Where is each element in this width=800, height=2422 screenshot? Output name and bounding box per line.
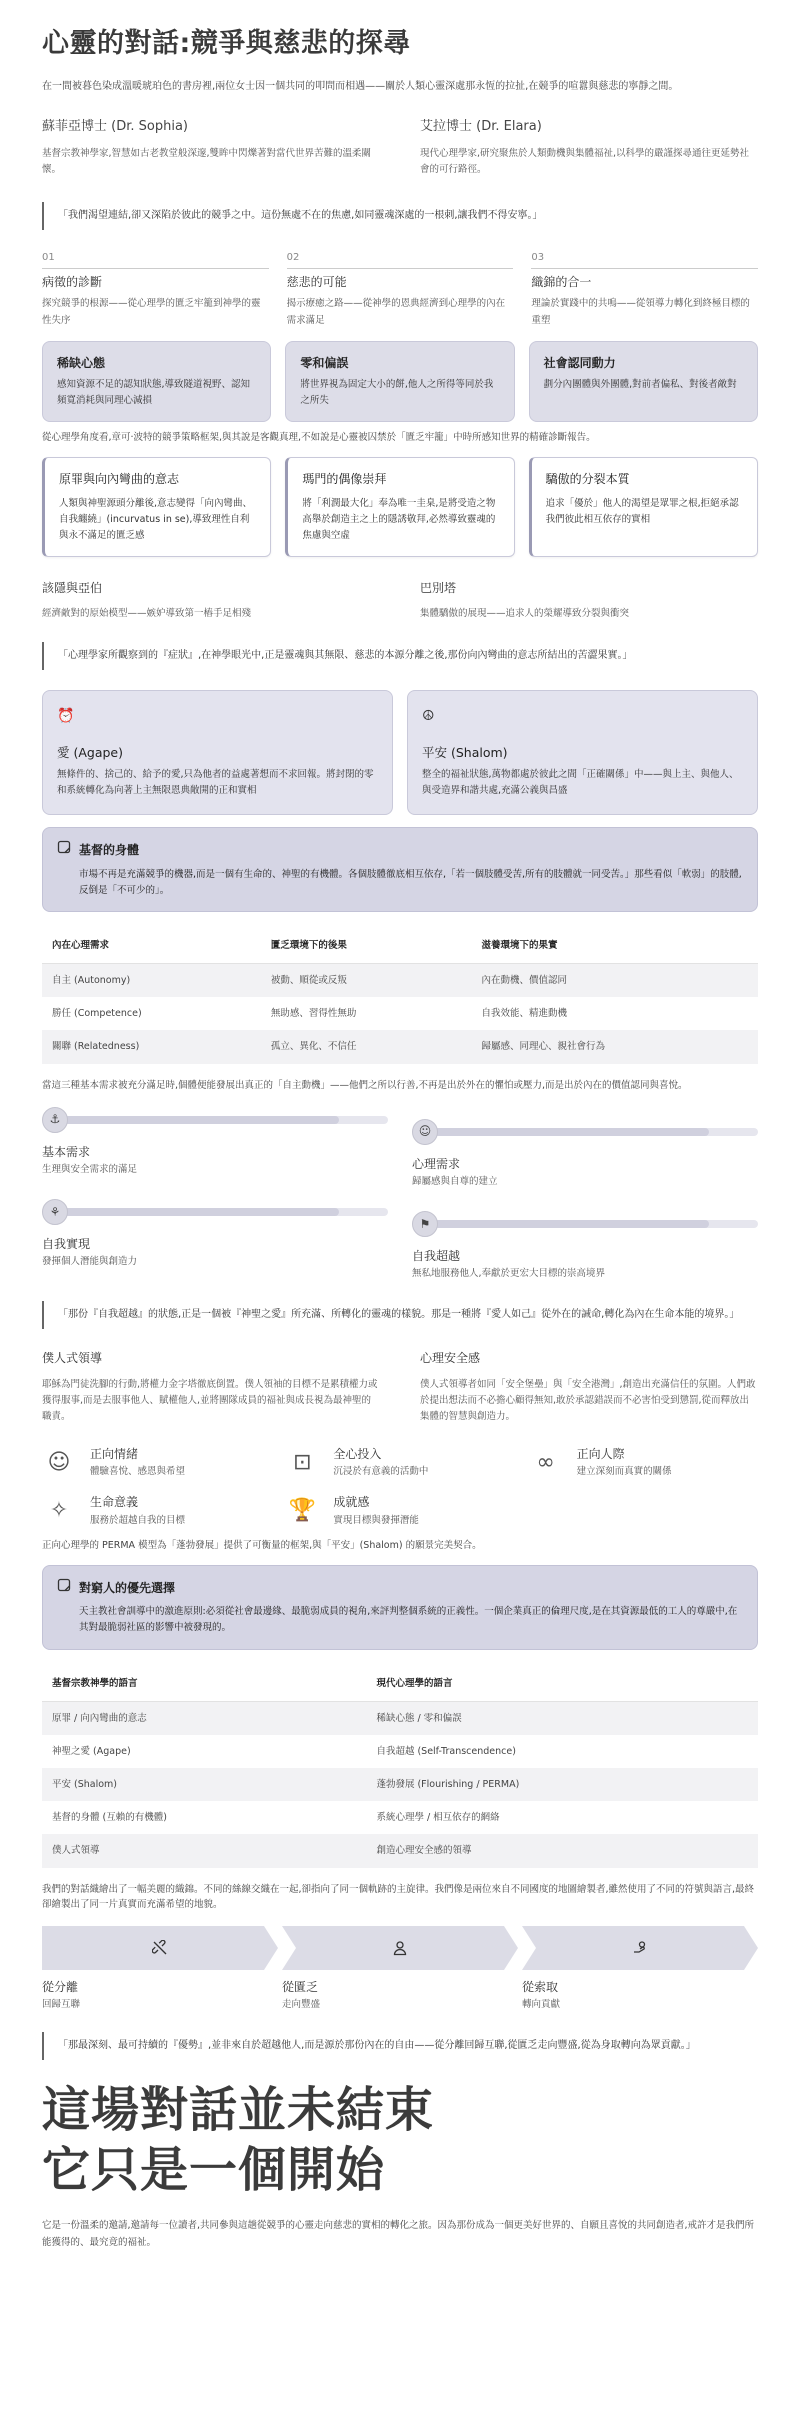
- progress-row: [412, 1211, 758, 1237]
- card-desc: 將「利潤最大化」奉為唯一圭臬,是將受造之物高舉於創造主之上的隱誘敬拜,必然導致靈魂的焦慮與空虛: [302, 497, 496, 541]
- perma-desc: 實現目標與發揮潛能: [333, 1514, 419, 1526]
- perma-grid: [42, 1445, 758, 1528]
- hierarchy-item: [412, 1199, 758, 1281]
- column-number: 02: [287, 250, 514, 269]
- card-title: 社會認同動力: [543, 355, 616, 370]
- card-title: 瑪門的偶像崇拜: [302, 472, 387, 487]
- card-desc: 人類與神聖源頭分離後,意志變得「向內彎曲、自我纏繞」(incurvatus in se),導致理性自利與永不滿足的匱乏感: [59, 497, 253, 541]
- table-cell: 無助感、習得性無助: [270, 1008, 357, 1020]
- card-desc: 整全的福祉狀態,萬物都處於彼此之間「正確關係」中——與上主、與他人、與受造界和諧共處,充滿公義與昌盛: [422, 769, 739, 797]
- hierarchy-title: 自我實現: [42, 1237, 91, 1252]
- progress-track: [434, 1128, 758, 1136]
- table-header-row: [42, 928, 758, 964]
- growth-icon: ⚘: [42, 1199, 68, 1225]
- quote-block: 「心理學家所觀察到的『症狀』,在神學眼光中,正是靈魂與其無限、慈悲的本源分離之後,那份向內彎曲的意志所結出的苦澀果實。」: [42, 642, 758, 670]
- hierarchy-grid: [42, 1107, 758, 1282]
- table-header: 匱乏環境下的後果: [261, 928, 472, 964]
- theology-card: [529, 457, 758, 557]
- perma-desc: 體驗喜悅、感恩與希望: [90, 1466, 186, 1478]
- callout-title: 對窮人的優先選擇: [79, 1580, 176, 1595]
- hierarchy-desc: 歸屬感與自尊的建立: [412, 1175, 498, 1187]
- card-desc: 劃分內團體與外團體,對前者偏私、對後者敵對: [543, 378, 737, 390]
- table-cell: 稀缺心態 / 零和偏誤: [366, 1701, 758, 1735]
- leadership-desc: 僕人式領導者如同「安全堡壘」與「安全港灣」,創造出充滿信任的氛圍。人們敢於提出想法而不必擔心顧得無知,敢於承認錯誤而不必害怕受到懲罰,從而釋放出集體的智慧與創造力。: [420, 1378, 756, 1422]
- unlink-icon: [42, 1926, 278, 1970]
- needs-table: [42, 928, 758, 1064]
- column-number: 03: [531, 250, 758, 269]
- stories-section: [42, 579, 758, 622]
- card-desc: 無條件的、捨己的、給予的愛,只為他者的益處著想而不求回報。將封閉的零和系統轉化為向著上主無限恩典敞開的正和實相: [57, 769, 374, 797]
- table-cell: 自我超越 (Self-Transcendence): [376, 1745, 516, 1757]
- person-icon: [282, 1926, 518, 1970]
- building-icon: ⚑: [412, 1211, 438, 1237]
- callout-body: 天主教社會訓導中的激進原則:必須從社會最邊緣、最脆弱成員的視角,來評判整個系統的正義性。一個企業真正的倫理尺度,是在其資源最低的工人的尊嚴中,在其對最脆弱社區的影響中被發現的。: [79, 1606, 738, 1634]
- speaker-desc: 基督宗教神學家,智慧如古老教堂般深邃,雙眸中閃爍著對當代世界苦難的溫柔關懷。: [42, 147, 372, 176]
- table-cell: 僕人式領導: [42, 1834, 366, 1867]
- relationship-icon: ∞: [536, 1449, 555, 1475]
- closing-heading: [42, 2080, 758, 2200]
- table-header: 滋養環境下的果實: [472, 928, 758, 964]
- perma-text: [90, 1493, 185, 1527]
- speaker-elara: [420, 117, 758, 178]
- perma-note: 正向心理學的 PERMA 模型為「蓬勃發展」提供了可衡量的框架,與「平安」(Shalom) 的願景完美契合。: [42, 1539, 482, 1551]
- alarm-clock-icon: ⏰: [57, 708, 75, 725]
- hierarchy-item: [42, 1107, 388, 1189]
- table-row: [42, 1735, 758, 1768]
- quote-block: 「那最深刻、最可持續的『優勢』,並非來自於超越他人,而是源於那份內在的自由——從分離回歸互聯,從匱乏走向豐盛,從為身取轉向為眾貢獻。」: [42, 2032, 758, 2060]
- table-cell: 基督的身體 (互賴的有機體): [52, 1812, 167, 1824]
- give-icon: [522, 1926, 758, 1970]
- people-icon: ☺: [412, 1119, 438, 1145]
- hierarchy-desc: 發揮個人潛能與創造力: [42, 1256, 138, 1268]
- card-title: 零和偏誤: [300, 355, 349, 370]
- theology-cards: [42, 457, 758, 557]
- story-desc: 集體驕傲的展現——追求人的榮耀導致分裂與衝突: [420, 608, 630, 620]
- final-paragraph: 它是一份溫柔的邀請,邀請每一位讀者,共同參與這趟從競爭的心靈走向慈悲的實相的轉化之旅。因為那份成為一個更美好世界的、自願且喜悅的共同創造者,戒許才是我們所能獲得的、最究竟的福祉。: [42, 2220, 755, 2248]
- table-header: 內在心理需求: [42, 928, 261, 964]
- table-cell: 系統心理學 / 相互依存的網絡: [376, 1812, 500, 1824]
- progress-row: [42, 1107, 388, 1133]
- virtue-card-agape: [42, 690, 393, 815]
- diagnosis-column: [287, 250, 514, 328]
- psych-card: [42, 341, 271, 422]
- speaker-desc: 現代心理學家,研究聚焦於人類動機與集體福祉,以科學的嚴謹探尋通往更延勢社會的可行路徑。: [420, 147, 750, 176]
- column-title: 織錦的合一: [531, 275, 592, 290]
- theology-card: [285, 457, 514, 557]
- perma-text: [333, 1493, 419, 1527]
- card-title: 原罪與向內彎曲的意志: [59, 472, 180, 487]
- story: [420, 579, 758, 622]
- progress-fill: [64, 1116, 339, 1124]
- table-cell: 蓬勃發展 (Flourishing / PERMA): [366, 1768, 758, 1801]
- perma-item: [285, 1445, 514, 1479]
- table-row: [42, 1768, 758, 1801]
- poor-option-callout: [42, 1565, 758, 1649]
- table-cell: 平安 (Shalom): [42, 1768, 366, 1801]
- leadership-title: 心理安全感: [420, 1351, 481, 1366]
- closing-line: 它只是一個開始: [42, 2142, 386, 2199]
- table-cell: 被動、順從或反叛: [261, 963, 472, 997]
- virtue-cards: [42, 690, 758, 815]
- leadership-column: [420, 1349, 758, 1425]
- hierarchy-title: 自我超越: [412, 1249, 461, 1264]
- journey-title: 從匱乏: [282, 1980, 319, 1994]
- table-header-row: [42, 1666, 758, 1702]
- progress-row: [412, 1119, 758, 1145]
- theology-card: [42, 457, 271, 557]
- note-icon: [57, 1578, 71, 1598]
- callout-heading: [57, 840, 743, 860]
- virtue-card-shalom: [407, 690, 758, 815]
- story-desc: 經濟敵對的原始模型——嫉妒導致第一樁手足相殘: [42, 608, 252, 620]
- quote-block: 「那份『自我超越』的狀態,正是一個被『神聖之愛』所充滿、所轉化的靈魂的樣貌。那是一種將『愛人如己』從外在的誡命,轉化為內在生命本能的境界。」: [42, 1301, 758, 1329]
- table-cell: 創造心理安全感的領導: [366, 1834, 758, 1867]
- speaker-sophia: [42, 117, 380, 178]
- psych-card: [285, 341, 514, 422]
- speaker-name: 蘇菲亞博士 (Dr. Sophia): [42, 119, 188, 135]
- column-number: 01: [42, 250, 269, 269]
- perma-title: 生命意義: [90, 1495, 139, 1510]
- table-cell: 勝任 (Competence): [52, 1008, 142, 1020]
- page-title: 心靈的對話:競爭與慈悲的探尋: [42, 28, 411, 59]
- perma-text: [577, 1445, 672, 1479]
- table-header: 基督宗教神學的語言: [42, 1666, 366, 1702]
- hierarchy-title: 心理需求: [412, 1156, 461, 1171]
- theology-note: 從心理學角度看,章可·波特的競爭策略框架,與其說是客觀真理,不如說是心靈被囚禁於「匱乏牢籠」中時所感知世界的精確診斷報告。: [42, 432, 596, 444]
- body-of-christ-callout: [42, 827, 758, 911]
- table-cell: 原罪 / 向內彎曲的意志: [42, 1701, 366, 1735]
- progress-track: [64, 1116, 388, 1124]
- leadership-desc: 耶穌為門徒洗腳的行動,將權力金字塔徹底倒置。僕人領袖的目標不是累積權力或獲得服事,而是去服事他人、賦權他人,並將團隊成員的福祉與成長視為最神聖的職責。: [42, 1378, 378, 1422]
- table-cell: 自主 (Autonomy): [42, 963, 261, 997]
- quote-block: 「我們渴望連結,卻又深陷於彼此的競爭之中。這份無處不在的焦慮,如同靈魂深處的一根刺,讓我們不得安寧。」: [42, 202, 758, 230]
- perma-item: [529, 1445, 758, 1479]
- card-desc: 將世界視為固定大小的餅,他人之所得等同於我之所失: [300, 378, 494, 407]
- perma-item: [285, 1493, 514, 1527]
- note-icon: [57, 840, 71, 860]
- perma-item: [42, 1493, 271, 1527]
- psych-card: [529, 341, 758, 422]
- progress-fill: [434, 1220, 709, 1228]
- leadership-column: [42, 1349, 380, 1425]
- table-row: [42, 1834, 758, 1867]
- diagnosis-columns: [42, 250, 758, 328]
- callout-body: 市場不再是充滿競爭的機器,而是一個有生命的、神聖的有機體。各個肢體徹底相互依存,「若一個肢體受苦,所有的肢體就一同受苦。」那些看似「軟弱」的肢體,反倒是「不可少的」。: [79, 868, 742, 896]
- progress-fill: [434, 1128, 709, 1136]
- journey-title: 從分離: [42, 1980, 79, 1994]
- column-desc: 探究競爭的根源——從心理學的匱乏牢籠到神學的靈性失序: [42, 298, 261, 326]
- perma-title: 正向人際: [576, 1447, 625, 1462]
- card-title: 愛 (Agape): [57, 745, 123, 761]
- hierarchy-item: [42, 1199, 388, 1281]
- perma-item: [42, 1445, 271, 1479]
- focus-icon: ⊡: [293, 1449, 312, 1475]
- table-cell: 神聖之愛 (Agape): [52, 1745, 131, 1757]
- story-title: 該隱與亞伯: [42, 581, 103, 595]
- column-title: 慈悲的可能: [286, 275, 347, 290]
- hierarchy-title: 基本需求: [42, 1144, 91, 1159]
- speaker-name: 艾拉博士 (Dr. Elara): [420, 119, 542, 135]
- compass-icon: ✧: [49, 1498, 69, 1524]
- psych-cards: [42, 341, 758, 422]
- needs-note: 當這三種基本需求被充分滿足時,個體便能發展出真正的「自主動機」——他們之所以行善,不再是出於外在的懼怕或壓力,而是出於內在的價值認同與喜悅。: [42, 1079, 688, 1091]
- table-cell: 關聯 (Relatedness): [42, 1030, 261, 1063]
- intro-text: 在一間被暮色染成溫暖琥珀色的書房裡,兩位女士因一個共同的叩問而相遇——關於人類心靈深處那永恆的拉扯,在競爭的喧囂與慈悲的寧靜之間。: [42, 81, 679, 93]
- table-row: [42, 997, 758, 1030]
- journey-chevrons: [42, 1926, 758, 1970]
- journey-title: 從索取: [522, 1980, 559, 1994]
- card-title: 平安 (Shalom): [422, 745, 508, 761]
- smile-icon: ☺: [47, 1449, 71, 1475]
- table-cell: 內在動機、價值認同: [472, 963, 758, 997]
- journey-step: [42, 1978, 278, 2012]
- story-title: 巴別塔: [420, 581, 457, 595]
- perma-title: 正向情緒: [90, 1447, 139, 1462]
- card-title: 稀缺心態: [57, 355, 106, 370]
- journey-desc: 回歸互聯: [42, 1999, 81, 2011]
- journey-step: [522, 1978, 758, 2012]
- diagnosis-column: [531, 250, 758, 328]
- table-cell: 孤立、異化、不信任: [261, 1030, 472, 1063]
- peace-icon: ☮: [422, 708, 435, 725]
- journey-labels: [42, 1978, 758, 2012]
- language-table: [42, 1666, 758, 1868]
- perma-desc: 沉浸於有意義的活動中: [333, 1466, 429, 1478]
- column-desc: 揭示療癒之路——從神學的恩典經濟到心理學的內在需求滿足: [286, 298, 506, 326]
- column-desc: 理論於實踐中的共鳴——從領導力轉化到終極目標的重塑: [531, 298, 750, 326]
- perma-title: 全心投入: [333, 1447, 382, 1462]
- perma-desc: 服務於超越自我的目標: [90, 1514, 186, 1526]
- perma-title: 成就感: [333, 1495, 370, 1510]
- table-cell: 歸屬感、同理心、親社會行為: [472, 1030, 758, 1063]
- closing-line: 這場對話並未結束: [42, 2082, 435, 2139]
- trophy-icon: 🏆: [288, 1498, 317, 1524]
- progress-fill: [64, 1208, 339, 1216]
- callout-title: 基督的身體: [79, 842, 140, 857]
- journey-desc: 轉向貢獻: [522, 1999, 561, 2011]
- hierarchy-desc: 生理與安全需求的滿足: [42, 1163, 138, 1175]
- hierarchy-item: [412, 1107, 758, 1189]
- perma-text: [90, 1445, 185, 1479]
- card-desc: 感知資源不足的認知狀態,導致隧道視野、認知頻寬消耗與同理心減損: [57, 378, 251, 407]
- progress-track: [64, 1208, 388, 1216]
- card-desc: 追求「優於」他人的渴望是眾罪之根,拒絕承認我們彼此相互依存的實相: [545, 497, 739, 525]
- table-row: [42, 1701, 758, 1735]
- table-row: [42, 963, 758, 997]
- table-row: [42, 1030, 758, 1063]
- leadership-section: [42, 1349, 758, 1425]
- perma-desc: 建立深刻而真實的關係: [576, 1466, 672, 1478]
- table-header: 現代心理學的語言: [366, 1666, 758, 1702]
- speakers-section: [42, 117, 758, 178]
- diagnosis-column: [42, 250, 269, 328]
- anchor-icon: ⚓: [42, 1107, 68, 1133]
- callout-heading: [57, 1578, 743, 1598]
- table-row: [42, 1801, 758, 1834]
- hierarchy-desc: 無私地服務他人,奉獻於更宏大目標的崇高境界: [412, 1268, 606, 1280]
- leadership-title: 僕人式領導: [42, 1351, 103, 1366]
- journey-step: [282, 1978, 518, 2012]
- column-title: 病徵的診斷: [42, 275, 103, 290]
- progress-track: [434, 1220, 758, 1228]
- weave-note: 我們的對話織繪出了一幅美麗的織錦。不同的絲線交織在一起,卻指向了同一個軌跡的主旋律。我們像是兩位來自不同國度的地圖繪製者,雖然使用了不同的符號與語言,最終卻繪製出了同一片真實而充滿希望的地貌。: [42, 1883, 755, 1910]
- progress-row: [42, 1199, 388, 1225]
- perma-text: [333, 1445, 428, 1479]
- card-title: 驕傲的分裂本質: [545, 472, 630, 487]
- table-cell: 自我效能、精進動機: [481, 1008, 568, 1020]
- journey-desc: 走向豐盛: [282, 1999, 321, 2011]
- story: [42, 579, 380, 622]
